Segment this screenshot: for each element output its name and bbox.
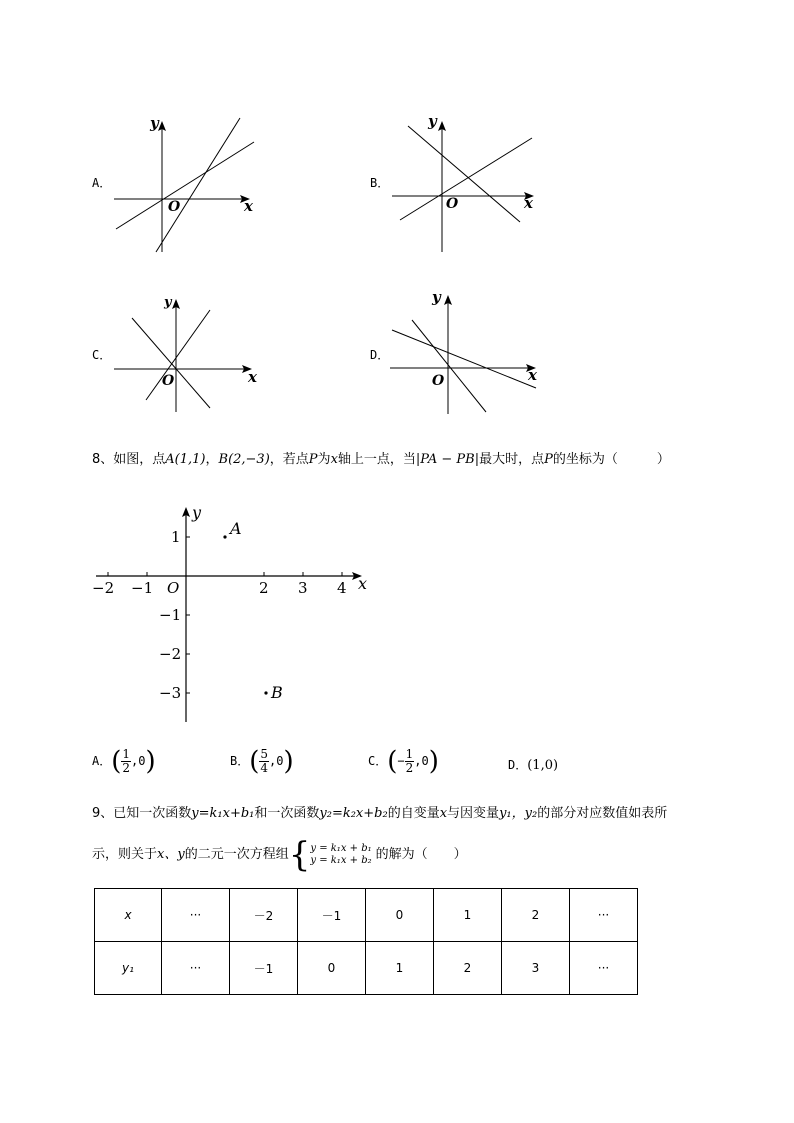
origin-label: O xyxy=(168,199,181,215)
table-cell: －1 xyxy=(298,889,366,942)
x-tick-label: 2 xyxy=(259,579,269,597)
q8-sep: ， xyxy=(205,452,219,467)
q9-text: 的二元一次方程组 xyxy=(184,847,289,862)
x-tick-label: −2 xyxy=(92,579,115,597)
choice-tail: ,0 xyxy=(414,754,429,768)
q8-mid3: 轴上一点，当 xyxy=(337,452,416,467)
x-tick-label: 4 xyxy=(337,579,347,597)
option-d-label: D． xyxy=(370,348,390,362)
q8-choice-d xyxy=(508,756,558,773)
q8-choice-c: C．(− $\frac{1}{2}$ ,0) xyxy=(368,746,439,777)
line-1 xyxy=(132,318,210,408)
q8-point-b: B(2,−3) xyxy=(218,452,270,467)
table-cell: －2 xyxy=(230,889,298,942)
option-c-label: C． xyxy=(92,348,112,362)
y-tick-label: −1 xyxy=(159,606,182,624)
x-tick-label: −1 xyxy=(131,579,154,597)
line-1 xyxy=(116,142,254,229)
q8-coordinate-graph xyxy=(88,500,378,726)
table-cell: 2 xyxy=(434,942,502,995)
q9-var-x: x xyxy=(439,806,448,821)
graph-option-b xyxy=(390,110,545,255)
line-2 xyxy=(156,118,240,252)
q8-mid1: ，若点 xyxy=(269,452,309,467)
q8-choice-a: A．( $\frac{1}{2}$ ,0) xyxy=(92,746,156,777)
graph-option-d xyxy=(388,286,548,416)
line-2 xyxy=(412,320,486,412)
table-cell: ··· xyxy=(162,942,230,995)
x-tick-label: 3 xyxy=(298,579,308,597)
equation-2: y = k₁x + b₂ xyxy=(310,855,372,866)
table-cell: 1 xyxy=(434,889,502,942)
minus-sign: − xyxy=(397,754,405,768)
q8-stem xyxy=(92,450,670,470)
q9-value-table xyxy=(94,888,638,995)
q8-p: P xyxy=(308,452,318,467)
choice-letter: D． xyxy=(508,758,528,772)
choice-tail: ,0 xyxy=(269,754,284,768)
x-axis-label: x xyxy=(524,194,533,212)
point-a-label: A xyxy=(230,519,242,538)
q9-stem-line1 xyxy=(92,804,667,824)
fraction: $\frac{5}{4}$ xyxy=(260,747,269,775)
table-cell: 2 xyxy=(502,889,570,942)
table-cell: 1 xyxy=(366,942,434,995)
q8-mid2: 为 xyxy=(317,452,331,467)
y-axis-label: y xyxy=(432,288,441,306)
y-axis-label: y xyxy=(150,114,159,132)
choice-tail: ,0 xyxy=(131,754,146,768)
system-brace: { xyxy=(288,835,311,875)
point-a xyxy=(223,535,226,538)
q8-suffix: 的坐标为（ ） xyxy=(552,452,670,467)
y-tick-label: 1 xyxy=(171,528,181,546)
line-1 xyxy=(400,138,532,220)
table-cell: 0 xyxy=(366,889,434,942)
x-axis-label: x xyxy=(244,197,253,215)
y-axis-label: y xyxy=(428,112,437,130)
table-cell: 3 xyxy=(502,942,570,995)
q8-point-a: A(1,1) xyxy=(165,452,206,467)
q9-text: 与因变量 xyxy=(447,806,500,821)
q8-abs-expr: |PA − PB| xyxy=(415,452,480,467)
row-header: x xyxy=(95,889,162,942)
graph-option-a xyxy=(112,112,262,257)
origin-label: O xyxy=(162,373,175,389)
q9-text: 9、已知一次函数 xyxy=(92,806,192,821)
point-b xyxy=(264,691,267,694)
table-cell: 0 xyxy=(298,942,366,995)
graph-option-c xyxy=(112,292,262,414)
q9-text: 和一次函数 xyxy=(254,806,320,821)
origin-label: O xyxy=(432,373,445,389)
q8-x: x xyxy=(330,452,338,467)
table-cell: ··· xyxy=(570,889,638,942)
line-2 xyxy=(146,310,210,400)
q9-stem-line2 xyxy=(92,835,467,875)
point-b-label: B xyxy=(271,683,283,702)
table-row xyxy=(95,942,638,995)
origin-label: O xyxy=(446,196,459,212)
row-header: y₁ xyxy=(95,942,162,995)
choice-letter: B． xyxy=(230,754,250,768)
table-cell: ··· xyxy=(570,942,638,995)
option-b-label: B． xyxy=(370,176,390,190)
q9-vars: x、y xyxy=(157,847,185,862)
y-tick-label: −2 xyxy=(159,645,182,663)
y-tick-label: −3 xyxy=(159,684,182,702)
table-cell: ··· xyxy=(162,889,230,942)
choice-letter: C． xyxy=(368,754,388,768)
x-axis-label: x xyxy=(358,574,368,593)
q8-p2: P xyxy=(544,452,553,467)
choice-letter: A． xyxy=(92,754,112,768)
choice-text: (1,0) xyxy=(527,758,559,773)
equation-system xyxy=(310,843,371,867)
q8-prefix: 8、如图，点 xyxy=(92,452,166,467)
q9-text: 的自变量 xyxy=(387,806,440,821)
q9-function-1: y=k₁x+b₁ xyxy=(191,806,255,821)
origin-label: O xyxy=(167,579,180,597)
x-axis-label: x xyxy=(528,366,537,384)
x-axis-label: x xyxy=(248,368,257,386)
q8-mid4: 最大时，点 xyxy=(479,452,545,467)
q9-var-y: y₁，y₂ xyxy=(499,806,538,821)
y-axis-label: y xyxy=(164,295,172,310)
option-a-label: A． xyxy=(92,176,112,190)
table-row xyxy=(95,889,638,942)
q9-text: 的解为（ ） xyxy=(375,847,467,862)
equation-1: y = k₁x + b₁ xyxy=(310,843,372,854)
table-cell: －1 xyxy=(230,942,298,995)
q9-text: 示，则关于 xyxy=(92,847,158,862)
q9-function-2: y₂=k₂x+b₂ xyxy=(319,806,388,821)
q9-text: 的部分对应数值如表所 xyxy=(537,806,668,821)
y-axis-label: y xyxy=(192,503,202,522)
fraction: $\frac{1}{2}$ xyxy=(122,747,131,775)
fraction: $\frac{1}{2}$ xyxy=(405,747,414,775)
line-2 xyxy=(408,126,520,222)
line-1 xyxy=(392,330,536,388)
q8-choice-b: B．( $\frac{5}{4}$ ,0) xyxy=(230,746,294,777)
